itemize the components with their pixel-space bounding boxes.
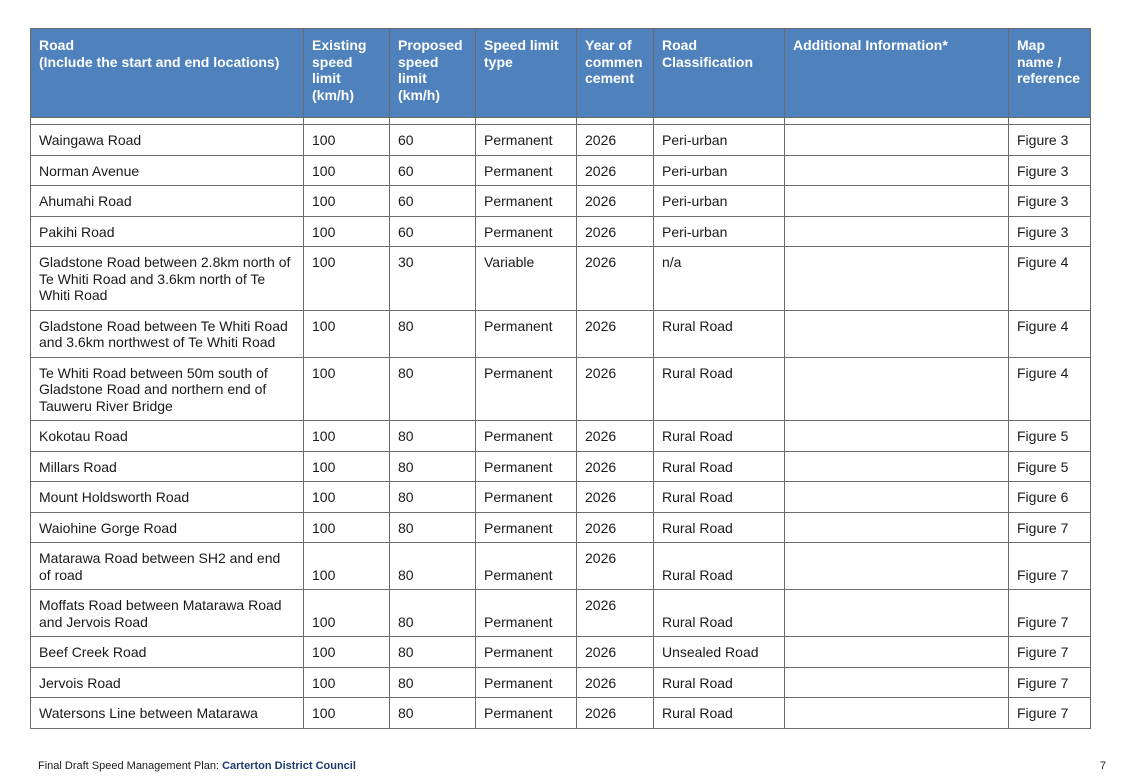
cell-road: Waiohine Gorge Road (31, 512, 304, 543)
cell-year: 2026 (577, 512, 654, 543)
cell-map-reference-value: Figure 7 (1017, 613, 1069, 630)
header-existing-speed (304, 29, 390, 118)
header-additional-info (785, 29, 1009, 118)
cell-year: 2026 (577, 698, 654, 729)
table-spacer-row (31, 118, 1091, 125)
table-row (31, 543, 1091, 590)
cell-proposed-speed (390, 543, 476, 590)
header-map-reference-label: Map name / reference (1017, 37, 1081, 86)
cell-additional-info (785, 310, 1009, 357)
cell-road: Gladstone Road between 2.8km north of Te Whiti Road and 3.6km north of Te Whiti Road (31, 247, 304, 311)
cell-map-reference: Figure 5 (1009, 451, 1091, 482)
cell-road: Millars Road (31, 451, 304, 482)
cell-year: 2026 (577, 310, 654, 357)
cell-existing-speed: 100 (304, 357, 390, 421)
cell-proposed-speed: 80 (390, 451, 476, 482)
cell-limit-type: Permanent (476, 216, 577, 247)
cell-road: Waingawa Road (31, 125, 304, 156)
cell-proposed-speed: 60 (390, 216, 476, 247)
cell-year: 2026 (577, 482, 654, 513)
header-limit-type (476, 29, 577, 118)
table-row (31, 590, 1091, 637)
cell-year: 2026 (577, 421, 654, 452)
cell-map-reference: Figure 3 (1009, 186, 1091, 217)
cell-map-reference: Figure 7 (1009, 667, 1091, 698)
cell-road: Moffats Road between Matarawa Road and Jervois Road (31, 590, 304, 637)
cell-existing-speed: 100 (304, 421, 390, 452)
table-row (31, 667, 1091, 698)
cell-road: Kokotau Road (31, 421, 304, 452)
cell-limit-type: Permanent (476, 451, 577, 482)
cell-year: 2026 (577, 216, 654, 247)
cell-road: Norman Avenue (31, 155, 304, 186)
cell-proposed-speed-value: 80 (398, 566, 414, 583)
cell-classification: Peri-urban (654, 155, 785, 186)
cell-road: Matarawa Road between SH2 and end of road (31, 543, 304, 590)
cell-proposed-speed (390, 590, 476, 637)
table-row (31, 155, 1091, 186)
header-proposed-speed (390, 29, 476, 118)
cell-additional-info (785, 421, 1009, 452)
header-existing-speed-label: Existing speed limit (km/h) (312, 37, 367, 103)
cell-classification: n/a (654, 247, 785, 311)
cell-additional-info (785, 512, 1009, 543)
cell-map-reference: Figure 5 (1009, 421, 1091, 452)
cell-existing-speed: 100 (304, 698, 390, 729)
cell-classification: Rural Road (654, 698, 785, 729)
table-header-row (31, 29, 1091, 118)
cell-classification: Rural Road (654, 482, 785, 513)
table-row (31, 637, 1091, 668)
cell-existing-speed-value: 100 (312, 566, 336, 583)
cell-proposed-speed: 80 (390, 637, 476, 668)
cell-limit-type (476, 590, 577, 637)
cell-limit-type: Permanent (476, 698, 577, 729)
speed-limit-table (30, 28, 1091, 729)
cell-existing-speed: 100 (304, 125, 390, 156)
cell-classification: Rural Road (654, 421, 785, 452)
cell-map-reference: Figure 3 (1009, 155, 1091, 186)
table-row (31, 482, 1091, 513)
table-row (31, 421, 1091, 452)
table-row (31, 357, 1091, 421)
cell-year: 2026 (577, 357, 654, 421)
cell-existing-speed: 100 (304, 451, 390, 482)
cell-limit-type-value: Permanent (484, 613, 553, 630)
cell-classification: Peri-urban (654, 125, 785, 156)
cell-existing-speed-value: 100 (312, 613, 336, 630)
cell-proposed-speed: 60 (390, 125, 476, 156)
cell-year: 2026 (577, 125, 654, 156)
cell-additional-info (785, 216, 1009, 247)
footer-organisation: Carterton District Council (222, 760, 356, 772)
header-classification-label: Road Classification (662, 37, 754, 70)
cell-proposed-speed: 30 (390, 247, 476, 311)
cell-existing-speed (304, 590, 390, 637)
cell-additional-info (785, 667, 1009, 698)
cell-year: 2026 (577, 667, 654, 698)
cell-limit-type: Permanent (476, 155, 577, 186)
cell-limit-type-value: Permanent (484, 566, 553, 583)
cell-year: 2026 (577, 186, 654, 217)
cell-classification-value: Rural Road (662, 613, 733, 630)
table-row (31, 512, 1091, 543)
cell-map-reference: Figure 3 (1009, 125, 1091, 156)
header-additional-info-label: Additional Information* (793, 37, 948, 53)
cell-classification: Rural Road (654, 310, 785, 357)
cell-limit-type: Permanent (476, 357, 577, 421)
cell-road: Watersons Line between Matarawa (31, 698, 304, 729)
cell-road: Pakihi Road (31, 216, 304, 247)
page-footer (38, 760, 356, 772)
cell-limit-type: Permanent (476, 186, 577, 217)
table-row (31, 186, 1091, 217)
table-row (31, 216, 1091, 247)
cell-limit-type: Permanent (476, 125, 577, 156)
cell-existing-speed: 100 (304, 247, 390, 311)
cell-additional-info (785, 543, 1009, 590)
cell-additional-info (785, 482, 1009, 513)
cell-year: 2026 (577, 543, 654, 590)
cell-map-reference (1009, 590, 1091, 637)
cell-year: 2026 (577, 637, 654, 668)
cell-existing-speed: 100 (304, 155, 390, 186)
header-limit-type-label: Speed limit type (484, 37, 559, 70)
cell-existing-speed (304, 543, 390, 590)
cell-road: Jervois Road (31, 667, 304, 698)
table-row (31, 451, 1091, 482)
cell-map-reference: Figure 6 (1009, 482, 1091, 513)
cell-existing-speed: 100 (304, 310, 390, 357)
cell-additional-info (785, 155, 1009, 186)
cell-limit-type: Permanent (476, 310, 577, 357)
cell-classification: Peri-urban (654, 186, 785, 217)
cell-classification: Rural Road (654, 451, 785, 482)
footer-doc-label: Final Draft Speed Management Plan: (38, 760, 219, 772)
cell-limit-type: Variable (476, 247, 577, 311)
cell-proposed-speed: 80 (390, 357, 476, 421)
cell-classification: Rural Road (654, 512, 785, 543)
header-classification (654, 29, 785, 118)
cell-additional-info (785, 451, 1009, 482)
cell-additional-info (785, 590, 1009, 637)
cell-map-reference (1009, 543, 1091, 590)
cell-proposed-speed: 80 (390, 421, 476, 452)
cell-existing-speed: 100 (304, 216, 390, 247)
cell-proposed-speed: 60 (390, 155, 476, 186)
cell-additional-info (785, 125, 1009, 156)
cell-year: 2026 (577, 155, 654, 186)
cell-proposed-speed: 80 (390, 512, 476, 543)
cell-map-reference: Figure 7 (1009, 637, 1091, 668)
cell-limit-type: Permanent (476, 667, 577, 698)
cell-map-reference-value: Figure 7 (1017, 566, 1069, 583)
cell-map-reference: Figure 7 (1009, 512, 1091, 543)
cell-proposed-speed: 60 (390, 186, 476, 217)
cell-existing-speed: 100 (304, 512, 390, 543)
header-year-label: Year of commen cement (585, 37, 643, 86)
cell-proposed-speed: 80 (390, 667, 476, 698)
cell-map-reference: Figure 4 (1009, 357, 1091, 421)
cell-road: Beef Creek Road (31, 637, 304, 668)
cell-road: Gladstone Road between Te Whiti Road and 3.6km northwest of Te Whiti Road (31, 310, 304, 357)
header-map-reference (1009, 29, 1091, 118)
header-road (31, 29, 304, 118)
cell-limit-type: Permanent (476, 421, 577, 452)
cell-proposed-speed: 80 (390, 310, 476, 357)
cell-additional-info (785, 186, 1009, 217)
cell-limit-type: Permanent (476, 512, 577, 543)
cell-classification (654, 543, 785, 590)
cell-road: Te Whiti Road between 50m south of Gladstone Road and northern end of Tauweru River Bridge (31, 357, 304, 421)
cell-road: Mount Holdsworth Road (31, 482, 304, 513)
cell-additional-info (785, 698, 1009, 729)
cell-proposed-speed-value: 80 (398, 613, 414, 630)
cell-proposed-speed: 80 (390, 482, 476, 513)
cell-map-reference: Figure 7 (1009, 698, 1091, 729)
cell-proposed-speed: 80 (390, 698, 476, 729)
cell-limit-type: Permanent (476, 482, 577, 513)
table-row (31, 247, 1091, 311)
cell-year: 2026 (577, 247, 654, 311)
cell-additional-info (785, 247, 1009, 311)
cell-classification: Rural Road (654, 667, 785, 698)
table-row (31, 125, 1091, 156)
cell-map-reference: Figure 3 (1009, 216, 1091, 247)
header-proposed-speed-label: Proposed speed limit (km/h) (398, 37, 463, 103)
cell-limit-type (476, 543, 577, 590)
cell-additional-info (785, 637, 1009, 668)
cell-classification: Rural Road (654, 357, 785, 421)
cell-existing-speed: 100 (304, 186, 390, 217)
table-row (31, 310, 1091, 357)
cell-year: 2026 (577, 451, 654, 482)
header-road-label: Road (Include the start and end locations) (39, 37, 280, 70)
cell-existing-speed: 100 (304, 637, 390, 668)
table-row (31, 698, 1091, 729)
cell-classification-value: Rural Road (662, 566, 733, 583)
cell-classification (654, 590, 785, 637)
cell-existing-speed: 100 (304, 667, 390, 698)
cell-year: 2026 (577, 590, 654, 637)
header-year (577, 29, 654, 118)
cell-limit-type: Permanent (476, 637, 577, 668)
cell-classification: Unsealed Road (654, 637, 785, 668)
cell-map-reference: Figure 4 (1009, 247, 1091, 311)
cell-existing-speed: 100 (304, 482, 390, 513)
cell-additional-info (785, 357, 1009, 421)
cell-map-reference: Figure 4 (1009, 310, 1091, 357)
page-number: 7 (1099, 760, 1106, 772)
cell-classification: Peri-urban (654, 216, 785, 247)
cell-road: Ahumahi Road (31, 186, 304, 217)
